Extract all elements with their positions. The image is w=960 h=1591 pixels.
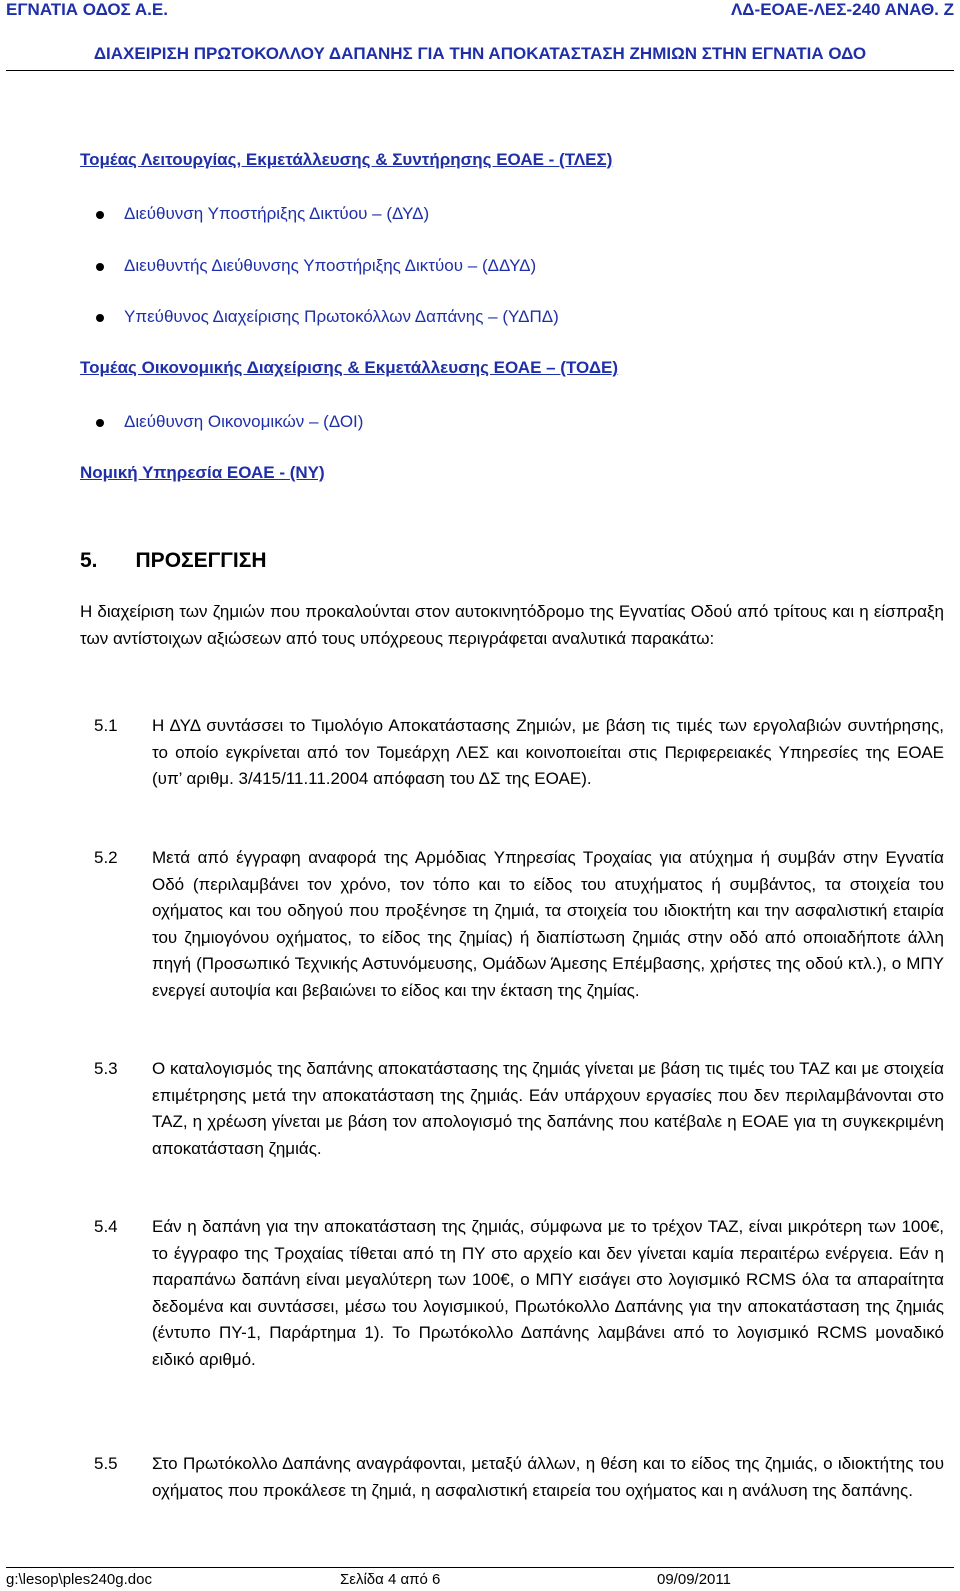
numbered-item bbox=[94, 845, 944, 1004]
item-text: Η ΔΥΔ συντάσσει το Τιμολόγιο Αποκατάστασης Ζημιών, με βάση τις τιμές των εργολαβιών συντήρησης, το οποίο εγκρίνεται από τον Τομεάρχη ΛΕΣ και κοινοποιείται στις Περιφερειακές Υπηρεσίες της ΕΟΑΕ (υπ’ αριθμ. 3/415/11.11.2004 απόφαση του ΔΣ της ΕΟΑΕ). bbox=[152, 716, 944, 788]
intro-paragraph: Η διαχείριση των ζημιών που προκαλούνται στον αυτοκινητόδρομο της Εγνατίας Οδού από τρίτους και η είσπραξη των αντίστοιχων αξιώσεων από τους υπόχρεους περιγράφεται αναλυτικά παρακάτω: bbox=[80, 602, 944, 648]
numbered-item bbox=[94, 1214, 944, 1373]
section-number: 5. bbox=[80, 549, 98, 572]
item-number: 5.5 bbox=[94, 1454, 118, 1473]
numbered-item bbox=[94, 1451, 944, 1504]
item-number: 5.1 bbox=[94, 716, 118, 735]
item-text: Μετά από έγγραφη αναφορά της Αρμόδιας Υπηρεσίας Τροχαίας για ατύχημα ή συμβάν στην Εγνατία Οδό (περιλαμβάνει τον χρόνο, τον τόπο και το είδος του ατυχήματος ή συμβάντος, τα στοιχεία του οχήματος και του οδηγού που προξένησε τη ζημιά, τα στοιχεία του ιδιοκτήτη και την ασφαλιστική εταιρία του ζημιογόνου οχήματος, το είδος της ζημίας) ή διαπίστωση ζημιάς στην οδό από οποιαδήποτε άλλη πηγή (Προσωπικό Τεχνικής Αστυνόμευσης, Ομάδων Άμεσης Επέμβασης, χρήστες της οδού κτλ.), ο ΜΠΥ ενεργεί αυτοψία και βεβαιώνει το είδος και την έκταση της ζημίας. bbox=[152, 848, 944, 1000]
ny-heading: Νομική Υπηρεσία ΕΟΑΕ - (ΝΥ) bbox=[80, 463, 325, 482]
item-number: 5.2 bbox=[94, 848, 118, 867]
document-subtitle: ΔΙΑΧΕΙΡΙΣΗ ΠΡΩΤΟΚΟΛΛΟΥ ΔΑΠΑΝΗΣ ΓΙΑ ΤΗΝ ΑΠΟΚΑΤΑΣΤΑΣΗ ΖΗΜΙΩΝ ΣΤΗΝ ΕΓΝΑΤΙΑ ΟΔΟ bbox=[93, 44, 867, 63]
section-title-text: ΠΡΟΣΕΓΓΙΣΗ bbox=[135, 549, 267, 572]
document-code: ΛΔ-ΕΟΑΕ-ΛΕΣ-240 ΑΝΑΘ. Ζ bbox=[730, 0, 954, 19]
file-path: g:\lesop\ples240g.doc bbox=[6, 1571, 152, 1588]
section-title bbox=[80, 548, 266, 574]
tles-heading: Τομέας Λειτουργίας, Εκμετάλλευσης & Συντήρησης ΕΟΑΕ - (ΤΛΕΣ) bbox=[80, 150, 613, 169]
bullet-icon bbox=[96, 419, 104, 427]
bullet-icon bbox=[96, 263, 104, 271]
header-divider bbox=[6, 70, 954, 71]
company-name: ΕΓΝΑΤΙΑ ΟΔΟΣ Α.Ε. bbox=[6, 0, 168, 19]
numbered-item bbox=[94, 713, 944, 793]
item-number: 5.4 bbox=[94, 1217, 118, 1236]
bullet-icon bbox=[96, 314, 104, 322]
item-text: Εάν η δαπάνη για την αποκατάσταση της ζημιάς, σύμφωνα με το τρέχον ΤΑΖ, είναι μικρότερη των 100€, το έγγραφο της Τροχαίας τίθεται από τη ΠΥ στο αρχείο και δεν γίνεται καμία περαιτέρω ενέργεια. Εάν η παραπάνω δαπάνη είναι μεγαλύτερη των 100€, ο ΜΠΥ εισάγει στο λογισμικό RCMS όλα τα απαραίτητα δεδομένα και συντάσσει, μέσω του λογισμικού, Πρωτόκολλο Δαπάνης για την αποκατάσταση της ζημιάς (έντυπο ΠΥ-1, Παράρτημα 1). Το Πρωτόκολλο Δαπάνης λαμβάνει από το λογισμικό RCMS μοναδικό ειδικό αριθμό. bbox=[152, 1217, 944, 1369]
page-header bbox=[6, 0, 954, 20]
item-text: Ο καταλογισμός της δαπάνης αποκατάστασης της ζημιάς γίνεται με βάση τις τιμές του ΤΑΖ και με στοιχεία επιμέτρησης μετά την αποκατάσταση της ζημιάς. Εάν υπάρχουν εργασίες που δεν περιλαμβάνονται στο ΤΑΖ, η χρέωση γίνεται με βάση τον απολογισμό της δαπάνης που κατέβαλε η ΕΟΑΕ για τη συγκεκριμένη αποκατάσταση ζημιάς. bbox=[152, 1059, 944, 1158]
numbered-item bbox=[94, 1056, 944, 1162]
tode-heading: Τομέας Οικονομικής Διαχείρισης & Εκμετάλλευσης ΕΟΑΕ – (ΤΟΔΕ) bbox=[80, 358, 619, 377]
item-number: 5.3 bbox=[94, 1059, 118, 1078]
page-number: Σελίδα 4 από 6 bbox=[340, 1571, 441, 1588]
footer-date: 09/09/2011 bbox=[657, 1571, 731, 1588]
item-text: Στο Πρωτόκολλο Δαπάνης αναγράφονται, μεταξύ άλλων, η θέση και το είδος της ζημιάς, ο ιδιοκτήτης του οχήματος που προκάλεσε τη ζημιά, η ασφαλιστική εταιρεία του οχήματος και η ανάλυση της δαπάνης. bbox=[152, 1454, 944, 1500]
page-footer bbox=[6, 1567, 954, 1590]
bullet-icon bbox=[96, 211, 104, 219]
